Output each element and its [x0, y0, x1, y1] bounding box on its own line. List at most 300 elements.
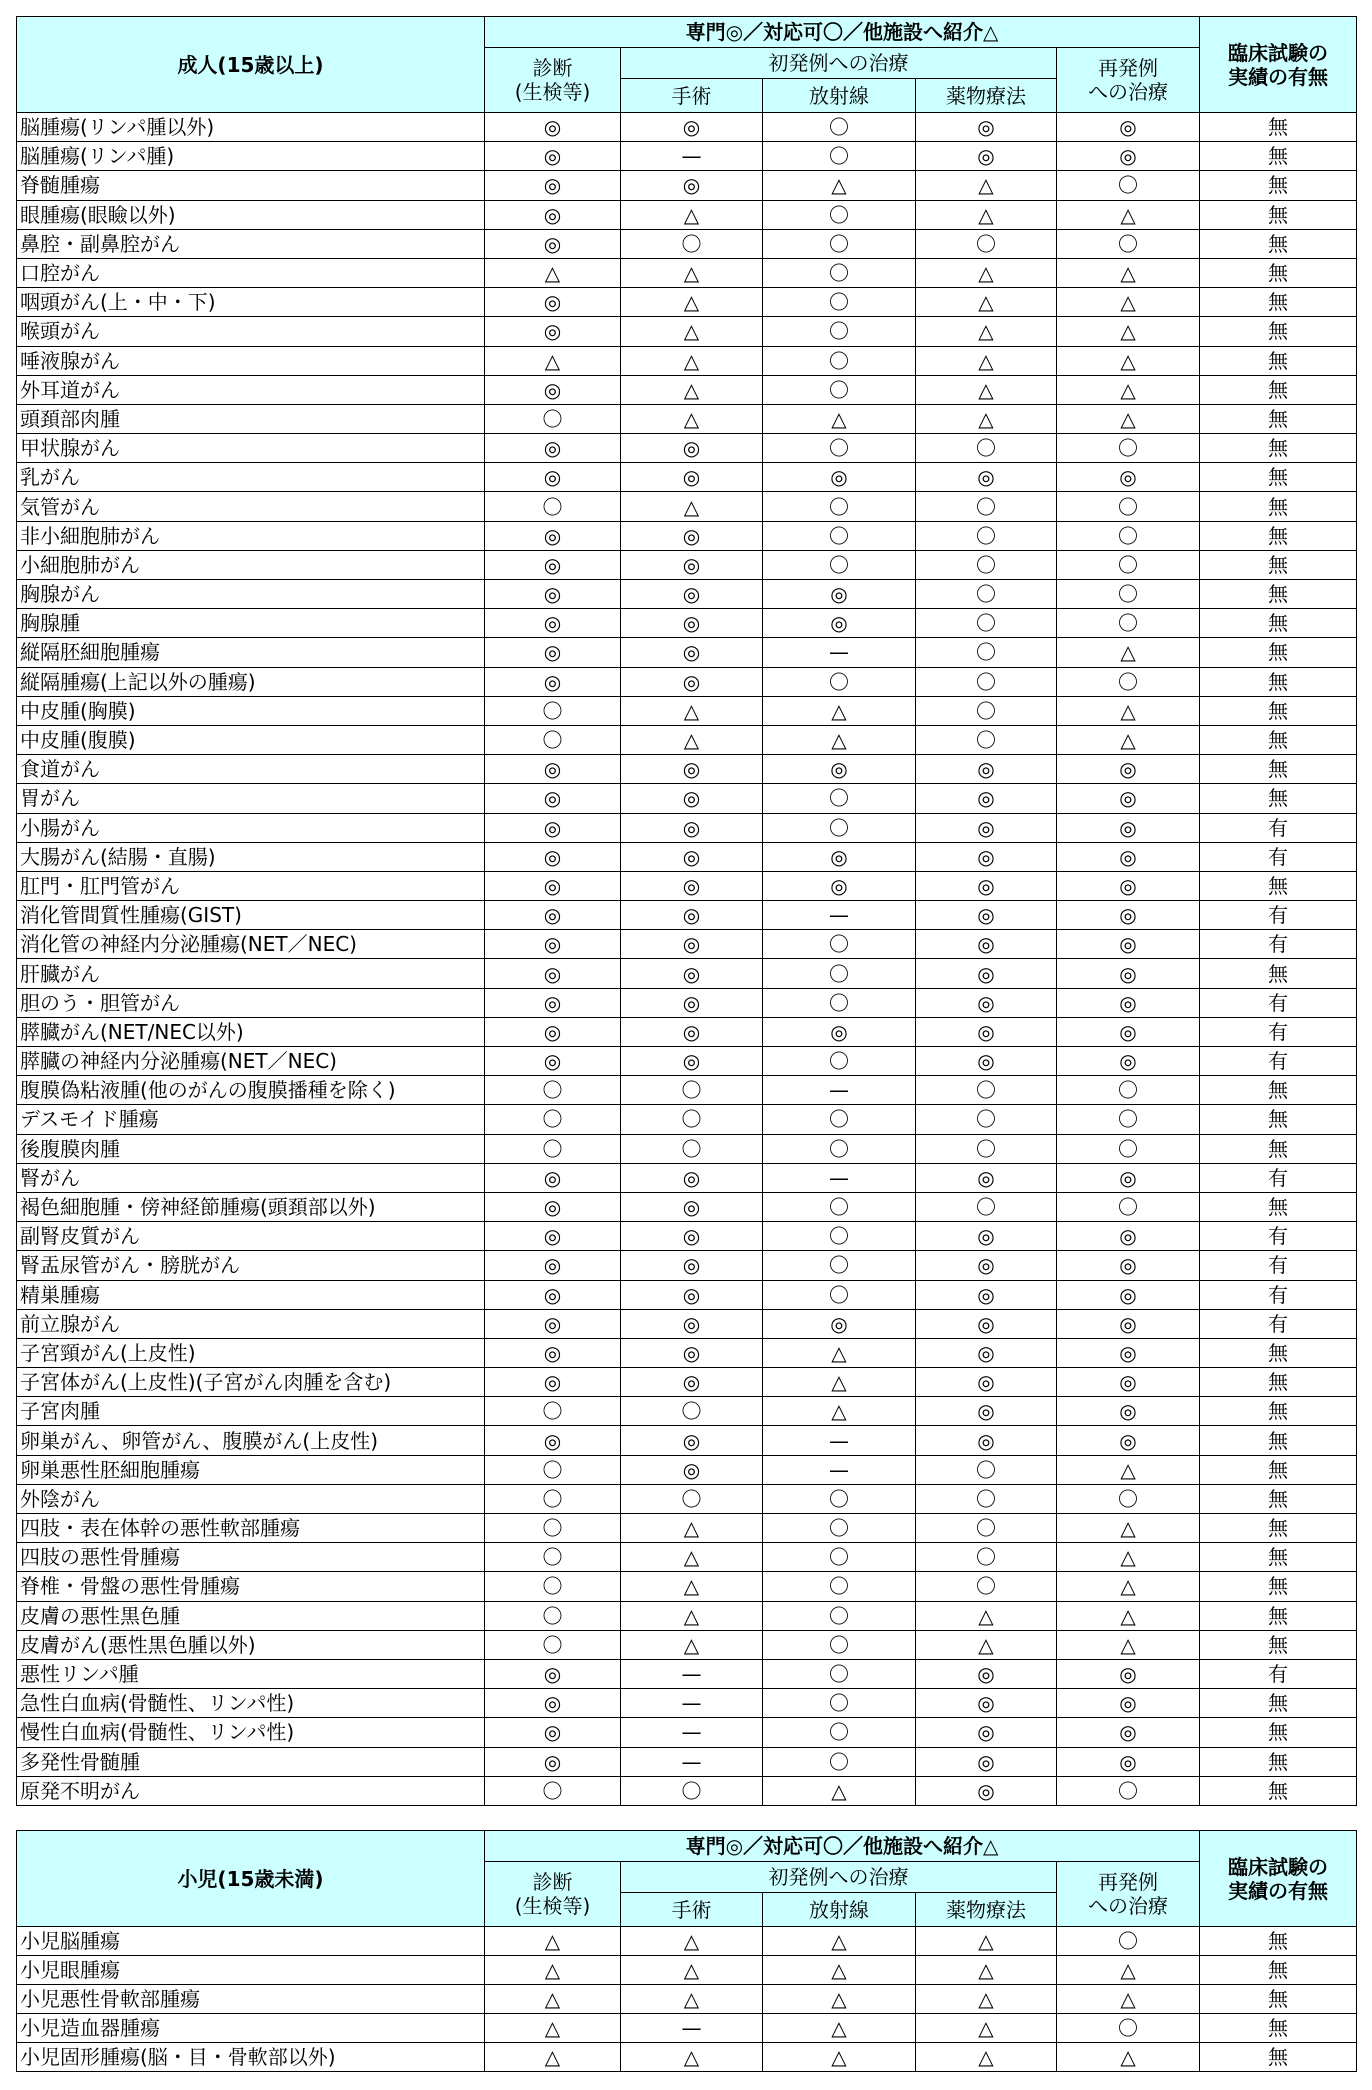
radiation-cell: 〇	[763, 1514, 916, 1543]
clinical-trial-cell: 無	[1200, 755, 1357, 784]
radiation-cell: 〇	[763, 1689, 916, 1718]
clinical-trial-cell: 無	[1200, 609, 1357, 638]
clinical-trial-cell: 無	[1200, 375, 1357, 404]
recurrence-cell: ◎	[1057, 959, 1200, 988]
recurrence-cell: △	[1057, 346, 1200, 375]
diagnosis-cell: ◎	[485, 755, 621, 784]
diagnosis-cell: ◎	[485, 638, 621, 667]
diagnosis-cell: ◎	[485, 229, 621, 258]
cancer-type-name: 小児造血器腫瘍	[17, 2014, 485, 2043]
drug-cell: 〇	[916, 1572, 1057, 1601]
recurrence-cell: 〇	[1057, 171, 1200, 200]
drug-cell: 〇	[916, 229, 1057, 258]
cancer-type-name: 非小細胞肺がん	[17, 521, 485, 550]
diagnosis-label: 診断 (生検等)	[514, 56, 591, 104]
clinical-trial-header	[1200, 17, 1357, 113]
clinical-trial-cell: 有	[1200, 1047, 1357, 1076]
recurrence-cell: ◎	[1057, 1368, 1200, 1397]
radiation-cell: 〇	[763, 1222, 916, 1251]
radiation-cell: 〇	[763, 988, 916, 1017]
diagnosis-cell: ◎	[485, 1718, 621, 1747]
recurrence-cell: △	[1057, 696, 1200, 725]
surgery-cell: ◎	[621, 842, 763, 871]
cancer-type-name: 悪性リンパ腫	[17, 1659, 485, 1688]
radiation-cell: △	[763, 2014, 916, 2043]
surgery-cell: △	[621, 1985, 763, 2014]
surgery-cell: ◎	[621, 988, 763, 1017]
surgery-cell: △	[621, 725, 763, 754]
surgery-cell: △	[621, 1630, 763, 1659]
clinical-trial-cell: 有	[1200, 842, 1357, 871]
clinical-trial-cell: 無	[1200, 1927, 1357, 1956]
surgery-cell: —	[621, 1718, 763, 1747]
cancer-type-name: 子宮体がん(上皮性)(子宮がん肉腫を含む)	[17, 1368, 485, 1397]
table-row	[17, 1927, 1357, 1956]
cancer-type-name: 縦隔腫瘍(上記以外の腫瘍)	[17, 667, 485, 696]
recurrence-cell: ◎	[1057, 1163, 1200, 1192]
clinical-trial-cell: 有	[1200, 813, 1357, 842]
table-row	[17, 1601, 1357, 1630]
diagnosis-cell: △	[485, 1985, 621, 2014]
diagnosis-cell: ◎	[485, 1659, 621, 1688]
diagnosis-cell: ◎	[485, 550, 621, 579]
recurrence-cell: △	[1057, 375, 1200, 404]
cancer-type-name: 咽頭がん(上・中・下)	[17, 288, 485, 317]
clinical-trial-cell: 無	[1200, 2014, 1357, 2043]
surgery-cell: △	[621, 492, 763, 521]
radiation-cell: 〇	[763, 1543, 916, 1572]
drug-cell: 〇	[916, 1514, 1057, 1543]
cancer-type-name: 消化管間質性腫瘍(GIST)	[17, 901, 485, 930]
drug-cell: ◎	[916, 1368, 1057, 1397]
surgery-cell: △	[621, 288, 763, 317]
drug-cell: ◎	[916, 1689, 1057, 1718]
child-cancer-table	[16, 1830, 1357, 2072]
cancer-type-name: 頭頚部肉腫	[17, 404, 485, 433]
radiation-cell: 〇	[763, 1630, 916, 1659]
cancer-type-name: 鼻腔・副鼻腔がん	[17, 229, 485, 258]
clinical-trial-cell: 無	[1200, 1514, 1357, 1543]
radiation-cell: 〇	[763, 288, 916, 317]
radiation-cell: △	[763, 1956, 916, 1985]
clinical-trial-cell: 無	[1200, 2043, 1357, 2072]
radiation-cell: △	[763, 171, 916, 200]
diagnosis-cell: ◎	[485, 434, 621, 463]
table-row	[17, 1163, 1357, 1192]
surgery-cell: △	[621, 1543, 763, 1572]
radiation-cell: 〇	[763, 1718, 916, 1747]
clinical-trial-cell: 有	[1200, 1017, 1357, 1046]
diagnosis-cell: 〇	[485, 1601, 621, 1630]
drug-cell: 〇	[916, 667, 1057, 696]
cancer-type-name: 胃がん	[17, 784, 485, 813]
cancer-type-name: 子宮頸がん(上皮性)	[17, 1338, 485, 1367]
diagnosis-cell: ◎	[485, 1368, 621, 1397]
surgery-cell: 〇	[621, 229, 763, 258]
surgery-cell: ◎	[621, 959, 763, 988]
surgery-cell: ◎	[621, 1222, 763, 1251]
table-row	[17, 1956, 1357, 1985]
table-row	[17, 113, 1357, 142]
drug-cell: ◎	[916, 813, 1057, 842]
clinical-trial-cell: 無	[1200, 317, 1357, 346]
radiation-cell: 〇	[763, 258, 916, 287]
recurrence-cell: ◎	[1057, 1309, 1200, 1338]
table-row	[17, 609, 1357, 638]
drug-cell: △	[916, 1601, 1057, 1630]
radiation-cell: ◎	[763, 1017, 916, 1046]
surgery-cell: ◎	[621, 638, 763, 667]
recurrence-label: 再発例 への治療	[1088, 56, 1168, 104]
drug-cell: △	[916, 346, 1057, 375]
cancer-type-name: 気管がん	[17, 492, 485, 521]
clinical-trial-cell: 無	[1200, 1368, 1357, 1397]
surgery-cell: ◎	[621, 1280, 763, 1309]
surgery-cell: ◎	[621, 550, 763, 579]
initial-treatment-header: 初発例への治療	[621, 1862, 1057, 1893]
drug-cell: 〇	[916, 1192, 1057, 1221]
radiation-cell: 〇	[763, 1659, 916, 1688]
radiation-cell: 〇	[763, 1747, 916, 1776]
clinical-trial-cell: 無	[1200, 1105, 1357, 1134]
diagnosis-cell: ◎	[485, 200, 621, 229]
table-row	[17, 725, 1357, 754]
radiation-cell: 〇	[763, 1105, 916, 1134]
clinical-trial-cell: 無	[1200, 1076, 1357, 1105]
table-row	[17, 1017, 1357, 1046]
cancer-type-name: 胸腺がん	[17, 580, 485, 609]
recurrence-cell: 〇	[1057, 1076, 1200, 1105]
diagnosis-cell: 〇	[485, 1484, 621, 1513]
table-row	[17, 959, 1357, 988]
recurrence-cell: ◎	[1057, 1689, 1200, 1718]
diagnosis-cell: ◎	[485, 1338, 621, 1367]
drug-cell: ◎	[916, 1718, 1057, 1747]
table-row	[17, 1105, 1357, 1134]
cancer-type-name: 腎がん	[17, 1163, 485, 1192]
clinical-trial-cell: 無	[1200, 1192, 1357, 1221]
recurrence-cell: ◎	[1057, 784, 1200, 813]
drug-cell: △	[916, 2014, 1057, 2043]
radiation-cell: —	[763, 1076, 916, 1105]
clinical-trial-cell: 無	[1200, 638, 1357, 667]
clinical-trial-cell: 無	[1200, 1776, 1357, 1805]
radiation-cell: ◎	[763, 755, 916, 784]
surgery-cell: ◎	[621, 171, 763, 200]
diagnosis-header	[485, 48, 621, 113]
cancer-type-name: 中皮腫(胸膜)	[17, 696, 485, 725]
surgery-cell: ◎	[621, 813, 763, 842]
clinical-trial-cell: 無	[1200, 550, 1357, 579]
recurrence-cell: △	[1057, 1455, 1200, 1484]
clinical-trial-label: 臨床試験の 実績の有無	[1228, 40, 1329, 89]
drug-cell: ◎	[916, 1222, 1057, 1251]
table-row	[17, 638, 1357, 667]
legend-header: 専門◎／対応可〇／他施設へ紹介△	[485, 17, 1200, 48]
clinical-trial-cell: 無	[1200, 959, 1357, 988]
clinical-trial-cell: 無	[1200, 696, 1357, 725]
surgery-cell: —	[621, 142, 763, 171]
cancer-type-name: 小児眼腫瘍	[17, 1956, 485, 1985]
surgery-cell: 〇	[621, 1776, 763, 1805]
cancer-type-name: 外陰がん	[17, 1484, 485, 1513]
radiation-cell: 〇	[763, 492, 916, 521]
drug-cell: △	[916, 258, 1057, 287]
recurrence-cell: ◎	[1057, 988, 1200, 1017]
surgery-cell: ◎	[621, 580, 763, 609]
table-row	[17, 2043, 1357, 2072]
diagnosis-cell: 〇	[485, 1134, 621, 1163]
table-row	[17, 1747, 1357, 1776]
table-row	[17, 375, 1357, 404]
clinical-trial-cell: 無	[1200, 142, 1357, 171]
drug-cell: ◎	[916, 1659, 1057, 1688]
drug-cell: △	[916, 404, 1057, 433]
table-row	[17, 1397, 1357, 1426]
drug-cell: △	[916, 1956, 1057, 1985]
drug-cell: ◎	[916, 1776, 1057, 1805]
clinical-trial-cell: 無	[1200, 492, 1357, 521]
diagnosis-cell: △	[485, 1927, 621, 1956]
cancer-type-name: 後腹膜肉腫	[17, 1134, 485, 1163]
recurrence-cell: ◎	[1057, 1222, 1200, 1251]
surgery-cell: 〇	[621, 1076, 763, 1105]
cancer-type-name: 外耳道がん	[17, 375, 485, 404]
recurrence-cell: 〇	[1057, 1927, 1200, 1956]
recurrence-cell: 〇	[1057, 1134, 1200, 1163]
drug-cell: ◎	[916, 842, 1057, 871]
radiation-cell: —	[763, 638, 916, 667]
surgery-cell: △	[621, 1956, 763, 1985]
surgery-cell: ◎	[621, 930, 763, 959]
clinical-trial-cell: 無	[1200, 1455, 1357, 1484]
diagnosis-cell: 〇	[485, 1455, 621, 1484]
diagnosis-cell: ◎	[485, 1251, 621, 1280]
drug-cell: 〇	[916, 725, 1057, 754]
radiation-cell: △	[763, 1985, 916, 2014]
surgery-cell: ◎	[621, 871, 763, 900]
recurrence-cell: ◎	[1057, 1338, 1200, 1367]
drug-cell: 〇	[916, 638, 1057, 667]
clinical-trial-cell: 無	[1200, 1601, 1357, 1630]
cancer-type-name: 原発不明がん	[17, 1776, 485, 1805]
radiation-cell: —	[763, 901, 916, 930]
drug-cell: △	[916, 1985, 1057, 2014]
clinical-trial-cell: 無	[1200, 784, 1357, 813]
diagnosis-cell: ◎	[485, 901, 621, 930]
table-row	[17, 1338, 1357, 1367]
clinical-trial-cell: 無	[1200, 667, 1357, 696]
surgery-cell: △	[621, 200, 763, 229]
recurrence-cell: 〇	[1057, 1192, 1200, 1221]
diagnosis-cell: ◎	[485, 1747, 621, 1776]
drug-cell: ◎	[916, 930, 1057, 959]
cancer-type-name: 四肢・表在体幹の悪性軟部腫瘍	[17, 1514, 485, 1543]
recurrence-cell: ◎	[1057, 142, 1200, 171]
cancer-type-name: 口腔がん	[17, 258, 485, 287]
table-row	[17, 404, 1357, 433]
drug-cell: ◎	[916, 1397, 1057, 1426]
diagnosis-cell: △	[485, 1956, 621, 1985]
clinical-trial-cell: 無	[1200, 288, 1357, 317]
drug-cell: △	[916, 288, 1057, 317]
radiation-cell: 〇	[763, 521, 916, 550]
diagnosis-cell: ◎	[485, 959, 621, 988]
recurrence-header	[1057, 48, 1200, 113]
cancer-type-name: 中皮腫(腹膜)	[17, 725, 485, 754]
table-row	[17, 1426, 1357, 1455]
cancer-type-name: 皮膚がん(悪性黒色腫以外)	[17, 1630, 485, 1659]
cancer-type-name: 小児悪性骨軟部腫瘍	[17, 1985, 485, 2014]
radiation-cell: 〇	[763, 959, 916, 988]
table-row	[17, 288, 1357, 317]
surgery-cell: 〇	[621, 1134, 763, 1163]
radiation-cell: 〇	[763, 1484, 916, 1513]
drug-cell: ◎	[916, 988, 1057, 1017]
table-row	[17, 784, 1357, 813]
table-row	[17, 580, 1357, 609]
table-row	[17, 1514, 1357, 1543]
cancer-type-name: 縦隔胚細胞腫瘍	[17, 638, 485, 667]
radiation-cell: 〇	[763, 784, 916, 813]
recurrence-cell: △	[1057, 638, 1200, 667]
recurrence-cell: △	[1057, 1956, 1200, 1985]
drug-cell: △	[916, 317, 1057, 346]
surgery-cell: ◎	[621, 434, 763, 463]
clinical-trial-cell: 無	[1200, 463, 1357, 492]
cancer-type-name: 小細胞肺がん	[17, 550, 485, 579]
diagnosis-cell: 〇	[485, 725, 621, 754]
table-row	[17, 1192, 1357, 1221]
table-row	[17, 1776, 1357, 1805]
cancer-type-name: 食道がん	[17, 755, 485, 784]
recurrence-cell: ◎	[1057, 930, 1200, 959]
cancer-type-name: 膵臓の神経内分泌腫瘍(NET／NEC)	[17, 1047, 485, 1076]
clinical-trial-cell: 有	[1200, 1251, 1357, 1280]
recurrence-cell: 〇	[1057, 667, 1200, 696]
radiation-cell: 〇	[763, 1280, 916, 1309]
drug-cell: 〇	[916, 1455, 1057, 1484]
radiation-cell: 〇	[763, 113, 916, 142]
surgery-cell: △	[621, 1601, 763, 1630]
table-row	[17, 171, 1357, 200]
radiation-cell: 〇	[763, 229, 916, 258]
drug-cell: ◎	[916, 1251, 1057, 1280]
radiation-cell: ◎	[763, 609, 916, 638]
clinical-trial-cell: 無	[1200, 1985, 1357, 2014]
surgery-cell: ◎	[621, 784, 763, 813]
diagnosis-cell: △	[485, 2043, 621, 2072]
diagnosis-cell: △	[485, 346, 621, 375]
diagnosis-cell: ◎	[485, 930, 621, 959]
recurrence-cell: △	[1057, 288, 1200, 317]
drug-cell: ◎	[916, 784, 1057, 813]
surgery-header: 手術	[621, 79, 763, 113]
surgery-header: 手術	[621, 1893, 763, 1927]
drug-cell: 〇	[916, 696, 1057, 725]
cancer-type-name: 肝臓がん	[17, 959, 485, 988]
radiation-cell: 〇	[763, 1192, 916, 1221]
table-row	[17, 696, 1357, 725]
table-row	[17, 258, 1357, 287]
radiation-cell: 〇	[763, 1047, 916, 1076]
recurrence-cell: △	[1057, 1543, 1200, 1572]
recurrence-cell: △	[1057, 1601, 1200, 1630]
radiation-cell: 〇	[763, 142, 916, 171]
table-row	[17, 1309, 1357, 1338]
surgery-cell: ◎	[621, 1368, 763, 1397]
surgery-cell: 〇	[621, 1105, 763, 1134]
surgery-cell: ◎	[621, 1309, 763, 1338]
surgery-cell: ◎	[621, 113, 763, 142]
initial-treatment-header: 初発例への治療	[621, 48, 1057, 79]
clinical-trial-cell: 無	[1200, 200, 1357, 229]
diagnosis-cell: ◎	[485, 1689, 621, 1718]
cancer-type-name: 胆のう・胆管がん	[17, 988, 485, 1017]
surgery-cell: ◎	[621, 1163, 763, 1192]
diagnosis-cell: 〇	[485, 1572, 621, 1601]
diagnosis-cell: ◎	[485, 871, 621, 900]
radiation-cell: △	[763, 1368, 916, 1397]
radiation-cell: △	[763, 1338, 916, 1367]
cancer-type-name: 眼腫瘍(眼瞼以外)	[17, 200, 485, 229]
drug-cell: ◎	[916, 463, 1057, 492]
recurrence-cell: ◎	[1057, 842, 1200, 871]
radiation-cell: 〇	[763, 434, 916, 463]
recurrence-cell: ◎	[1057, 1251, 1200, 1280]
diagnosis-cell: ◎	[485, 1222, 621, 1251]
diagnosis-cell: ◎	[485, 1280, 621, 1309]
cancer-type-name: 甲状腺がん	[17, 434, 485, 463]
drug-cell: ◎	[916, 113, 1057, 142]
radiation-cell: 〇	[763, 200, 916, 229]
radiation-cell: ◎	[763, 463, 916, 492]
recurrence-cell: 〇	[1057, 1776, 1200, 1805]
recurrence-cell: ◎	[1057, 113, 1200, 142]
surgery-cell: ◎	[621, 901, 763, 930]
radiation-header: 放射線	[763, 1893, 916, 1927]
drug-cell: 〇	[916, 550, 1057, 579]
diagnosis-cell: 〇	[485, 1543, 621, 1572]
cancer-type-name: 唾液腺がん	[17, 346, 485, 375]
radiation-cell: ◎	[763, 1309, 916, 1338]
recurrence-cell: ◎	[1057, 755, 1200, 784]
adult-table-title: 成人(15歳以上)	[17, 17, 485, 113]
recurrence-cell: △	[1057, 200, 1200, 229]
recurrence-cell: ◎	[1057, 1426, 1200, 1455]
recurrence-label: 再発例 への治療	[1088, 1870, 1168, 1918]
clinical-trial-cell: 無	[1200, 1543, 1357, 1572]
clinical-trial-cell: 有	[1200, 901, 1357, 930]
cancer-type-name: 急性白血病(骨髄性、リンパ性)	[17, 1689, 485, 1718]
table-row	[17, 492, 1357, 521]
diagnosis-cell: 〇	[485, 492, 621, 521]
cancer-type-name: 腹膜偽粘液腫(他のがんの腹膜播種を除く)	[17, 1076, 485, 1105]
table-row	[17, 463, 1357, 492]
diagnosis-header	[485, 1862, 621, 1927]
radiation-cell: 〇	[763, 813, 916, 842]
surgery-cell: △	[621, 1572, 763, 1601]
diagnosis-cell: ◎	[485, 580, 621, 609]
diagnosis-label: 診断 (生検等)	[514, 1870, 591, 1918]
child-table-body	[17, 1927, 1357, 2072]
clinical-trial-cell: 無	[1200, 1630, 1357, 1659]
clinical-trial-cell: 無	[1200, 1718, 1357, 1747]
table-row	[17, 930, 1357, 959]
table-row	[17, 1368, 1357, 1397]
cancer-type-name: 四肢の悪性骨腫瘍	[17, 1543, 485, 1572]
diagnosis-cell: ◎	[485, 1047, 621, 1076]
